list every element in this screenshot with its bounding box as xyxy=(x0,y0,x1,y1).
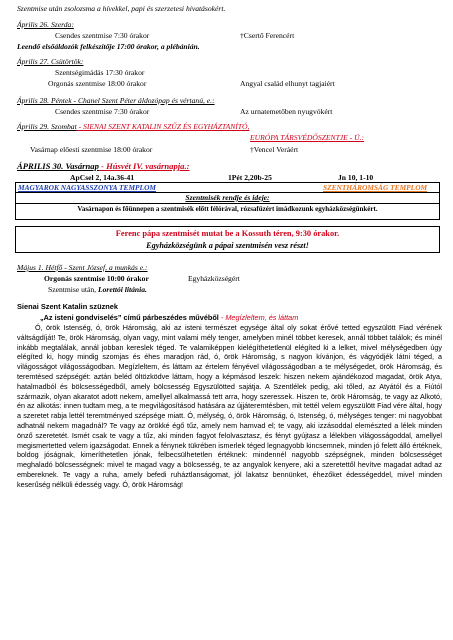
essay-source: „Az isteni gondviselés” című párbeszédes művéből xyxy=(40,313,219,322)
apr26-intention: †Csertő Ferencért xyxy=(240,31,295,40)
intro-line: Szentmise után zsolozsma a hívekkel, papi és szerzetesi hivatásokért. xyxy=(17,4,226,13)
may1-litany: Lorettói litánia. xyxy=(97,285,147,294)
apr26-title: Április 26. Szerda: xyxy=(17,20,74,29)
box-divider-2 xyxy=(15,203,440,204)
may1-litany-line xyxy=(48,285,147,294)
apr28-intention: Az urnatemetőben nyugvókért xyxy=(240,107,333,116)
essay-subtitle-line xyxy=(40,313,298,322)
may1-mass: Orgonás szentmise 10:00 órakor xyxy=(44,274,149,283)
parish-attends-note: Egyházközségünk a pápai szentmisén vesz részt! xyxy=(146,241,309,250)
apr28-title: Április 28. Péntek - Chanel Szent Péter áldozópap és vértanú, e.: xyxy=(17,96,215,105)
church-left: MAGYAROK NAGYASSZONYA TEMPLOM xyxy=(18,183,156,192)
apr29-feast-1: - SIENAI SZENT KATALIN SZŰZ ÉS EGYHÁZTANÍTÓ, xyxy=(76,122,250,131)
apr30-title-line xyxy=(17,162,189,171)
essay-heading: Sienai Szent Katalin szüznek xyxy=(17,302,119,311)
apr29-feast-2: EURÓPA TÁRSVÉDŐSZENTJE - Ü.: xyxy=(250,133,365,142)
apr28-mass: Csendes szentmise 7:30 órakor xyxy=(55,107,150,116)
apr30-feast: - Húsvét IV. vasárnapja.: xyxy=(98,161,190,171)
apr26-note: Leendő elsőáldozók felkészítője 17:00 órakor, a plébánián. xyxy=(17,42,200,51)
apr27-title: Április 27. Csütörtök: xyxy=(17,57,84,66)
apr29-mass: Vasárnap előesti szentmise 18:00 órakor xyxy=(30,145,153,154)
apr27-adoration: Szentségimádás 17:30 órakor xyxy=(55,68,145,77)
may1-intention: Egyházközségért xyxy=(188,274,240,283)
apr27-mass: Orgonás szentmise 18:00 órakor xyxy=(48,79,147,88)
apr27-intention: Angyal család elhunyt tagjaiért xyxy=(240,79,335,88)
pope-mass-announcement: Ferenc pápa szentmisét mutat be a Kossuth téren, 9:30 órakor. xyxy=(115,229,340,238)
may1-after-mass: Szentmise után, xyxy=(48,285,98,294)
church-right: SZENTHÁROMSÁG TEMPLOM xyxy=(323,183,428,192)
schedule-title: Szentmisék rendje és ideje: xyxy=(185,193,270,202)
apr30-title: ÁPRILIS 30. Vasárnap xyxy=(17,161,99,171)
apr29-intention: †Vencel Veráért xyxy=(250,145,299,154)
essay-body: Ó, örök Istenség, ó, örök Háromság, aki az isteni természet egysége által oly sokat érővé tetted egyszülött Fiad vérének váltságdíját! Te, örök Háromság, olyan vagy, mint valami mély tenger, amelyben minél többet keresek, annál többet találok; és minél inkább megtalálak, annál jobban kereslek téged. Te valamiképpen kielégíthetetlenül elégíted ki a lelket, mivel mélységedben úgy elégíted ki, hogy mindig szomjas és éhes maradjon rád, ó, örök Háromság, s nagyon kívánjon, és vágyódjék látni téged, a világosságot világosságodban. Megízleltem, és láttam az értelem fényével világosságodban a te mélységedet, örök Háromság, és teremtésed szépségét: aztán beléd öltözködve láttam, hogy a képmásod leszek: hiszen nekem ajándékozod magadat, örök Atya, hatalmadból és bölcsességedből, amely bölcsesség Egyszülötted sajátja. A Szentlélek pedig, aki tőled, az Atyától és a Fiútól származik, olyan akaratot adott nekem, amellyel alkalmassá tett arra, hogy szeressek. Hiszen te, örök Háromság, te vagy az Alkotó, én az alkotás: innen tudtam meg, a te megvilágosításod hatására az újjáteremtésben, mit tettél velem egyszülött Fiad vére által, hogy a szeretet rabja lettél teremtményed szépsége miatt. Ó, mélység, ó, örök Háromság, ó, Istenség, ó, mélységes tenger: mi nagyobbat adhatnál nekem magadnál? Te vagy az örökké égő tűz, amely nem hamvad el; te vagy, aki izzásoddal elemészted a lélek minden önző szeretetét. Ismét csak te vagy a tűz, aki minden fagyot felolvasztasz, és fényt gyújtasz a lélekben világosságoddal, amellyel megismertetted velem igazságodat. Ennek a fénynek tükrében ismerlek téged legnagyobb kincsemnek, minden jó felett álló értéknek, boldog jóságnak, kimeríthetetlen jónak, felbecsülhetetlen értéknek: mindennél nagyobb szépségnek, minden bölcsességet meghaladó bölcsességnek: mivel te magad vagy a bölcsesség, te az angyalok kenyere, aki a szeretettől hevítve magadat adtad az embereknek. Te vagy a ruha, amely befedi ruháztlanságomat, jól lakatsz bennünket, éhezőket édességeddel, mivel minden keserűség nélküli édesség vagy. Ó, örök Háromság! xyxy=(17,323,442,489)
reading-3: Jn 10, 1-10 xyxy=(338,173,374,182)
rosary-note: Vasárnapon és főünnepen a szentmisék előtt félórával, rózsafüzért imádkozunk egyházközségünkért. xyxy=(77,205,378,213)
reading-1: ApCsel 2, 14a.36-41 xyxy=(70,173,135,182)
may1-title: Május 1. Hétfő - Szent József, a munkás e.: xyxy=(17,263,148,272)
apr29-title: Április 29. Szombat xyxy=(17,122,77,131)
reading-2: 1Pét 2,20b-25 xyxy=(228,173,272,182)
apr26-mass: Csendes szentmise 7:30 órakor xyxy=(55,31,150,40)
essay-subtitle: - Megízleltem, és láttam xyxy=(218,313,299,322)
apr29-title-line xyxy=(17,122,249,131)
